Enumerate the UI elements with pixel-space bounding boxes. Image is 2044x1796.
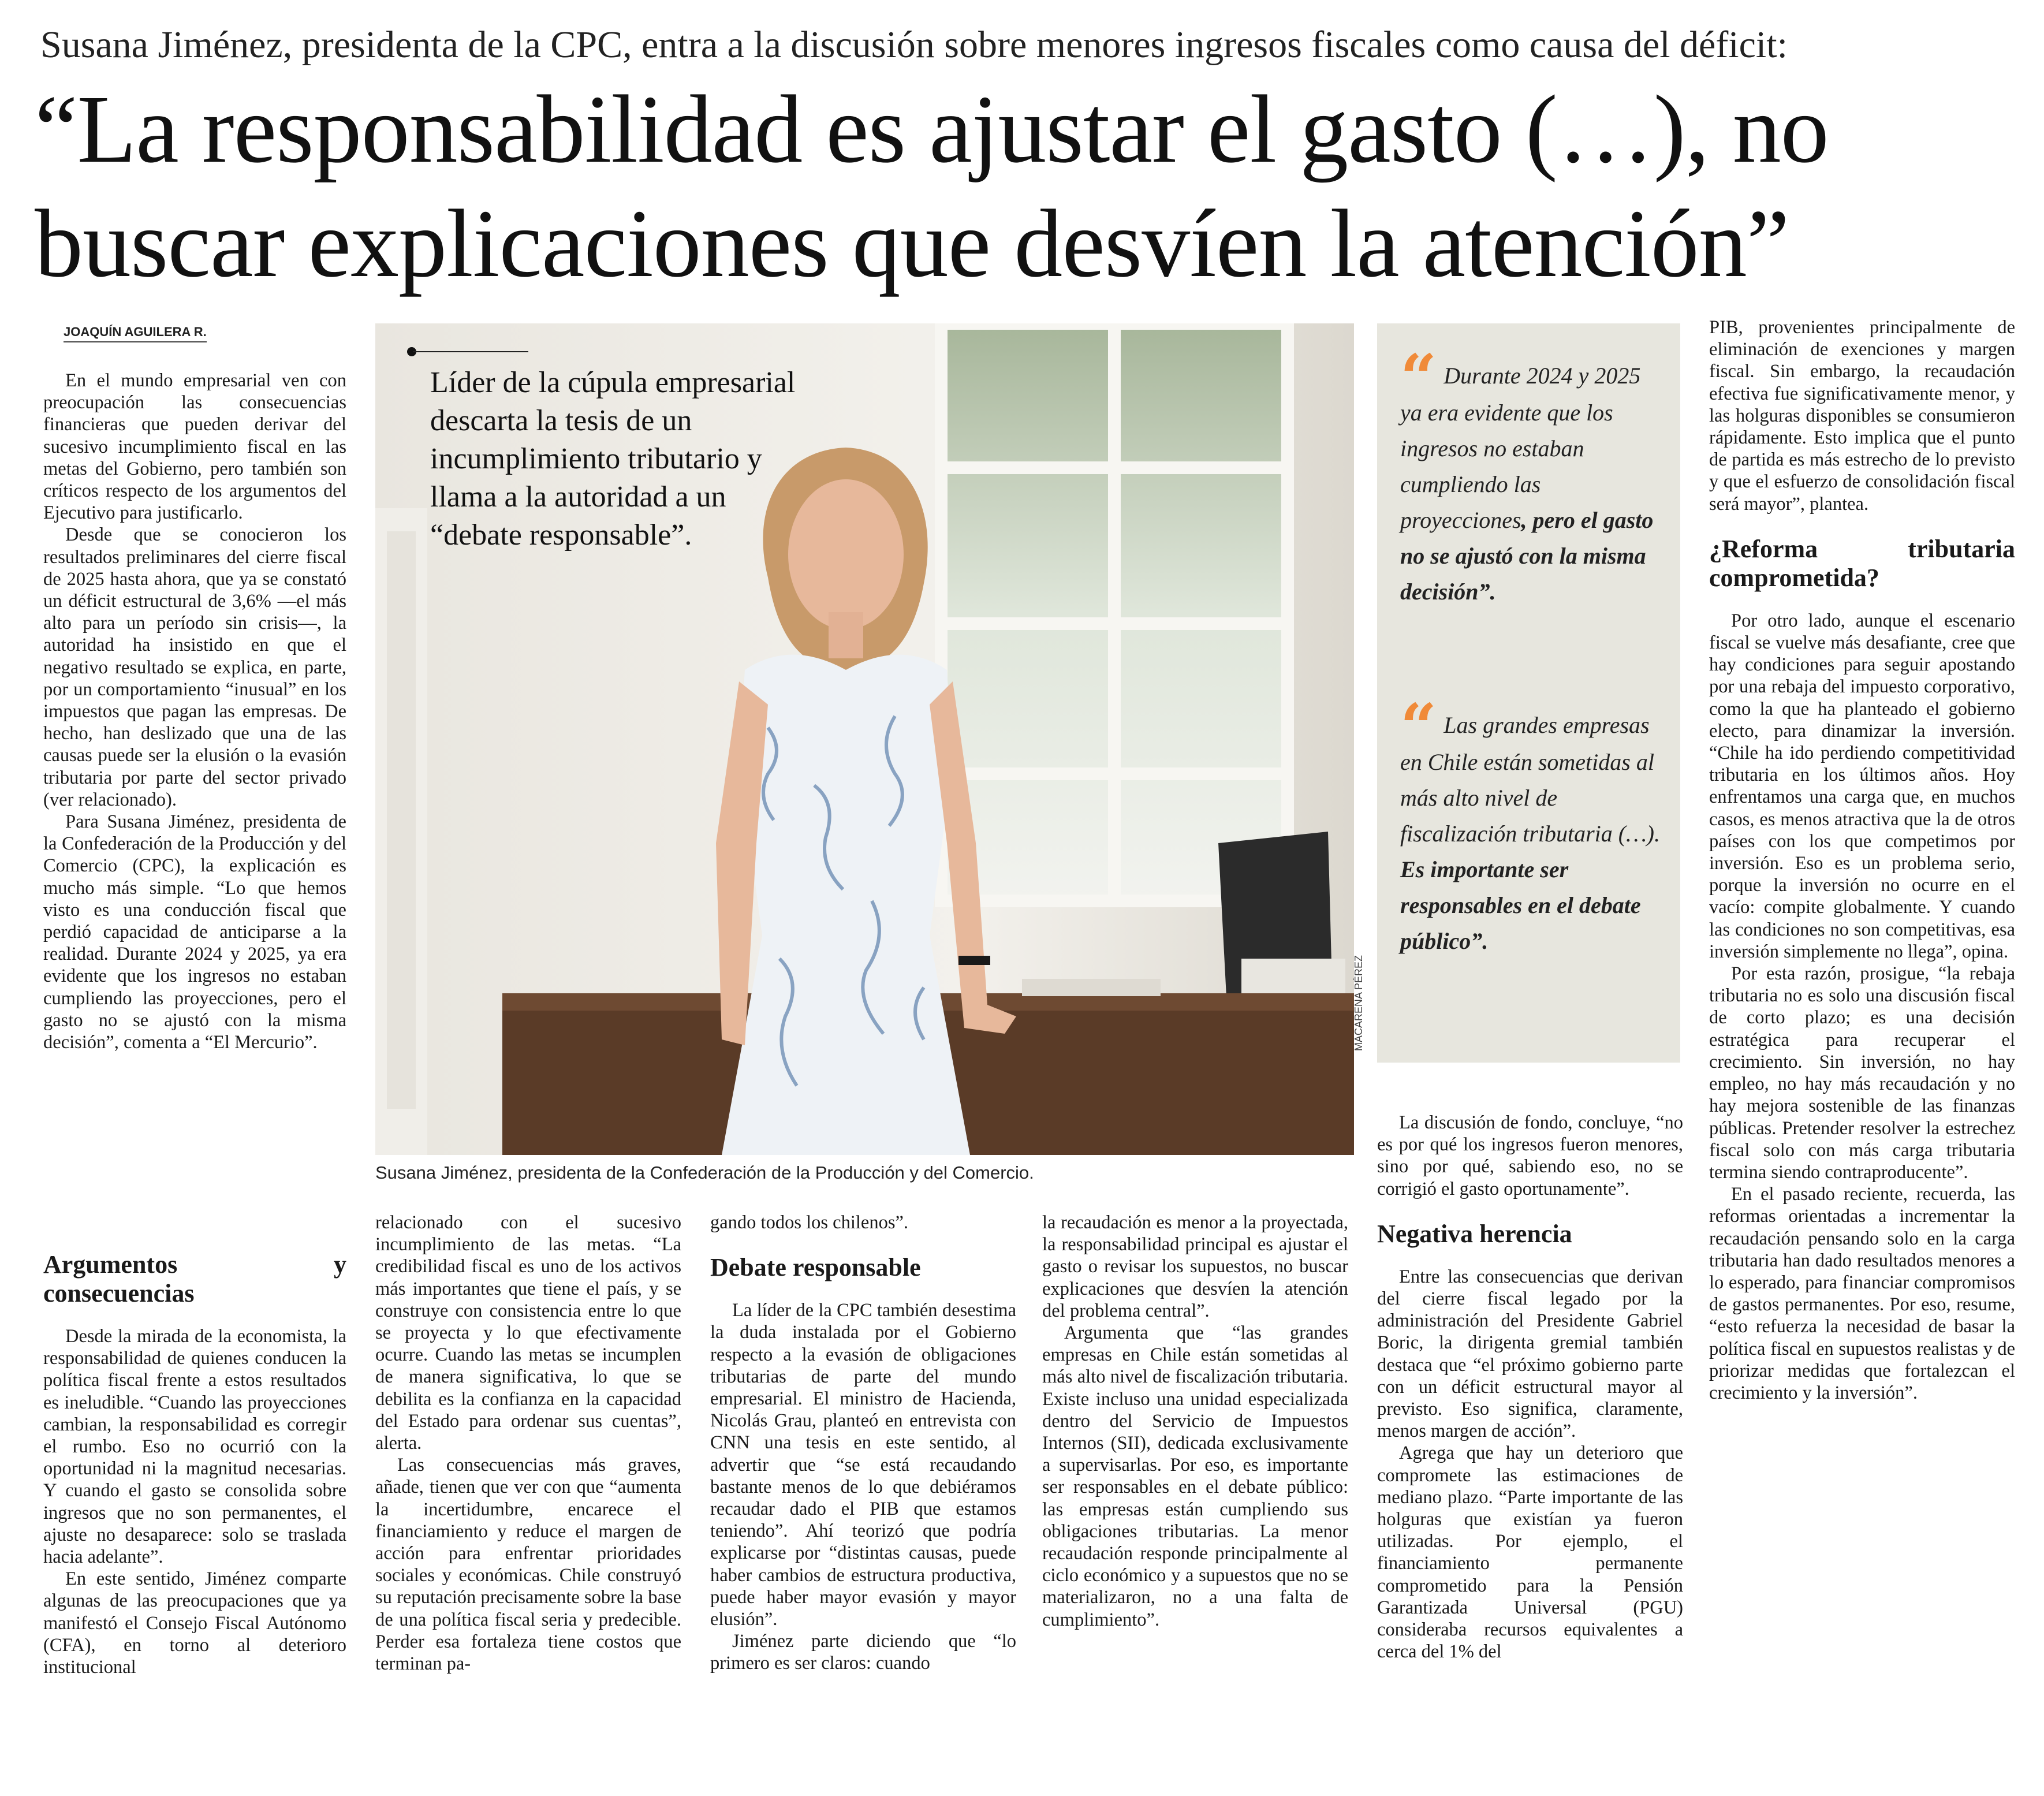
pull-quote-box [1377, 323, 1680, 1063]
headline-line-1: “La responsabilidad es ajustar el gasto (…), no [35, 76, 1829, 183]
column-2 [375, 1212, 681, 1675]
paragraph: PIB, provenientes principalmente de eliminación de exenciones y margen fiscal. Sin embargo, la recaudación efectiva fue significativamente menor, y las holguras disponibles se consumieron rápidamente. Esto implica que el punto de partida es más estrecho de lo previsto y que el esfuerzo de consolidación fiscal será mayor”, plantea. [1709, 317, 2015, 515]
subheading-reforma: ¿Reforma tributaria comprometida? [1709, 534, 2015, 592]
pull-quote-2-bold: Es importante ser responsables en el debate público”. [1400, 856, 1641, 954]
paragraph: Para Susana Jiménez, presidenta de la Confederación de la Producción y del Comercio (CPC), la explicación es mucho más simple. “Lo que hemos visto es una conducción fiscal que perdió capacidad de anticiparse a la realidad. Durante 2024 y 2025, ya era evidente que los ingresos no estaban cumpliendo las proyecciones, pero el gasto no se ajustó con la misma decisión”, comenta a “El Mercurio”. [43, 811, 346, 1053]
subheading-negativa: Negativa herencia [1377, 1219, 1572, 1248]
column-3 [710, 1212, 1016, 1675]
paragraph: Argumenta que “las grandes empresas en Chile están sometidas al más alto nivel de fiscalización tributaria. Existe incluso una unidad especializada dentro del Servicio de Impuestos Internos (SII), dedicada exclusivamente a supervisarlas. Por eso, es importante ser responsables en el debate público: las empresas están cumpliendo sus obligaciones tributarias. La menor recaudación responde principalmente al ciclo económico y a supuestos que no se materializaron, no a una falta de cumplimiento”. [1042, 1322, 1348, 1630]
paragraph: Desde que se conocieron los resultados preliminares del cierre fiscal de 2025 hasta ahora, que ya se constató un déficit estructural de 3,6% —el más alto para un período sin crisis—, la autoridad ha insistido en que el negativo resultado se explica, en parte, por un comportamiento “inusual” en los impuestos que pagan las empresas. De hecho, han deslizado que una de las causas puede ser la elusión o la evasión tributaria por parte del sector privado (ver relacionado). [43, 524, 346, 810]
pull-quote-2-text: Las grandes empresas en Chile están sometidas al más alto nivel de fiscalización tributaria (…). [1400, 712, 1660, 847]
quote-mark-icon: “ [1400, 690, 1437, 764]
paragraph: relacionado con el sucesivo incumplimiento de las metas. “La credibilidad fiscal es uno de los activos más importantes que tiene el país, y se construye con consistencia entre lo que se proyecta y lo que efectivamente ocurre. Cuando las metas se incumplen de manera significativa, lo que se debilita es la confianza en la capacidad del Estado para ordenar sus cuentas”, alerta. [375, 1212, 681, 1454]
paragraph: Desde la mirada de la economista, la responsabilidad de quienes conducen la política fiscal frente a estos resultados es ineludible. “Cuando las proyecciones cambian, la responsabilidad es corregir el rumbo. Eso no ocurrió con la oportunidad ni la magnitud necesarias. Y cuando el gasto se consolida sobre ingresos que no son permanentes, el ajuste no desaparece: solo se traslada hacia adelante”. [43, 1326, 346, 1568]
paragraph: En este sentido, Jiménez comparte algunas de las preocupaciones que ya manifestó el Consejo Fiscal Autónomo (CFA), en torno al deterioro institucional [43, 1568, 346, 1678]
paragraph: La líder de la CPC también desestima la duda instalada por el Gobierno respecto a la evasión de obligaciones tributarias de parte del mundo empresarial. El ministro de Hacienda, Nicolás Grau, planteó en entrevista con CNN una tesis en este sentido, al advertir que “se está recaudando bastante menos de lo que debiéramos recaudar dado el PIB que estamos teniendo”. Ahí teorizó que podría explicarse por “distintas causas, puede haber cambios de estructura productiva, puede haber mayor evasión y mayor elusión”. [710, 1300, 1016, 1630]
pull-quote-1-text: Durante 2024 y 2025 ya era evidente que los ingresos no estaban cumpliendo las proyecciones [1400, 363, 1641, 533]
photo-credit: MACARENA PÉREZ [1353, 955, 1364, 1051]
byline: JOAQUÍN AGUILERA R. [64, 325, 207, 342]
column-4 [1042, 1212, 1348, 1631]
paragraph: Entre las consecuencias que derivan del cierre fiscal legado por la administración del Presidente Gabriel Boric, la dirigenta gremial también destaca que “el próximo gobierno parte con un déficit estructural mayor al previsto. Eso significa, claramente, menos margen de acción”. [1377, 1266, 1683, 1442]
paragraph: La discusión de fondo, concluye, “no es por qué los ingresos fueron menores, sino por qué, sabiendo eso, no se corrigió el gasto oportunamente”. [1377, 1112, 1683, 1199]
article-headline [35, 72, 2009, 301]
article-deck: Líder de la cúpula empresarial descarta la tesis de un incumplimiento tributario y llama a la autoridad a un “debate responsable”. [430, 366, 796, 552]
article-kicker: Susana Jiménez, presidenta de la CPC, entra a la discusión sobre menores ingresos fiscales como causa del déficit: [40, 24, 1788, 66]
column-1 [43, 370, 346, 1053]
deck-rule [413, 351, 528, 352]
headline-line-2: buscar explicaciones que desvíen la atención” [35, 190, 1789, 297]
paragraph: Jiménez parte diciendo que “lo primero es ser claros: cuando [710, 1631, 1016, 1674]
paragraph: En el mundo empresarial ven con preocupación las consecuencias financieras que pueden derivar del sucesivo incumplimiento fiscal en las metas del Gobierno, pero también son críticos respecto de los argumentos del Ejecutivo para justificarlo. [43, 370, 346, 524]
pull-quote-1-bold: , pero el gasto no se ajustó con la misma decisión”. [1400, 507, 1654, 605]
subheading-argumentos: Argumentos y consecuencias [43, 1250, 346, 1307]
paragraph: Las consecuencias más graves, añade, tienen que ver con que “aumenta la incertidumbre, encarece el financiamiento y reduce el margen de acción para enfrentar prioridades sociales y económicas. Chile construyó su reputación precisamente sobre la base de una política fiscal seria y predecible. Perder esa fortaleza tiene costos que terminan pa- [375, 1455, 681, 1675]
column-5 [1377, 1112, 1683, 1663]
paragraph: gando todos los chilenos”. [710, 1212, 909, 1233]
photo-caption: Susana Jiménez, presidenta de la Confederación de la Producción y del Comercio. [375, 1162, 1034, 1183]
quote-mark-icon: “ [1400, 340, 1437, 415]
pull-quote-2 [1400, 690, 1663, 959]
paragraph: Agrega que hay un deterioro que compromete las estimaciones de mediano plazo. “Parte importante de las holguras que existían ya fueron utilizadas. Por ejemplo, el financiamiento permanente comprometido para la Pensión Garantizada Universal (PGU) consideraba recursos equivalentes a cerca del 1% del [1377, 1443, 1683, 1663]
pull-quote-1 [1400, 340, 1663, 610]
column-6 [1709, 316, 2015, 1404]
paragraph: Por esta razón, prosigue, “la rebaja tributaria no es solo una discusión fiscal de corto plazo; es una decisión estratégica para recuperar el crecimiento. Sin inversión, no hay empleo, no hay más recaudación y no hay mejora sostenible de las finanzas públicas. Pretender resolver la estrechez fiscal solo con más carga tributaria termina siendo contraproducente”. [1709, 963, 2015, 1183]
subheading-debate: Debate responsable [710, 1253, 921, 1282]
paragraph: En el pasado reciente, recuerda, las reformas orientadas a incrementar la recaudación pensando solo en la carga tributaria han dado resultados menores a lo esperado, para financiar compromisos de gastos permanentes. Por eso, resume, “esto refuerza la necesidad de basar la política fiscal en supuestos realistas y de priorizar medidas que fortalezcan el crecimiento y la inversión”. [1709, 1184, 2015, 1403]
paragraph: la recaudación es menor a la proyectada, la responsabilidad principal es ajustar el gasto o revisar los supuestos, no buscar explicaciones que desvíen la atención del problema central”. [1042, 1212, 1348, 1321]
column-1-lower [43, 1250, 346, 1678]
paragraph: Por otro lado, aunque el escenario fiscal se vuelve más desafiante, cree que hay condiciones para seguir apostando por una rebaja del impuesto corporativo, como la que ha planteado el gobierno electo, para dinamizar la inversión. “Chile ha ido perdiendo competitividad tributaria en los últimos años. Hoy enfrentamos una carga que, en muchos casos, es menos atractiva que la de otros países con los que competimos por inversión. Eso es un problema serio, porque la inversión no ocurre en el vacío: compite globalmente. Y cuando las condiciones no son competitivas, esa inversión simplemente no llega”, opina. [1709, 610, 2015, 962]
